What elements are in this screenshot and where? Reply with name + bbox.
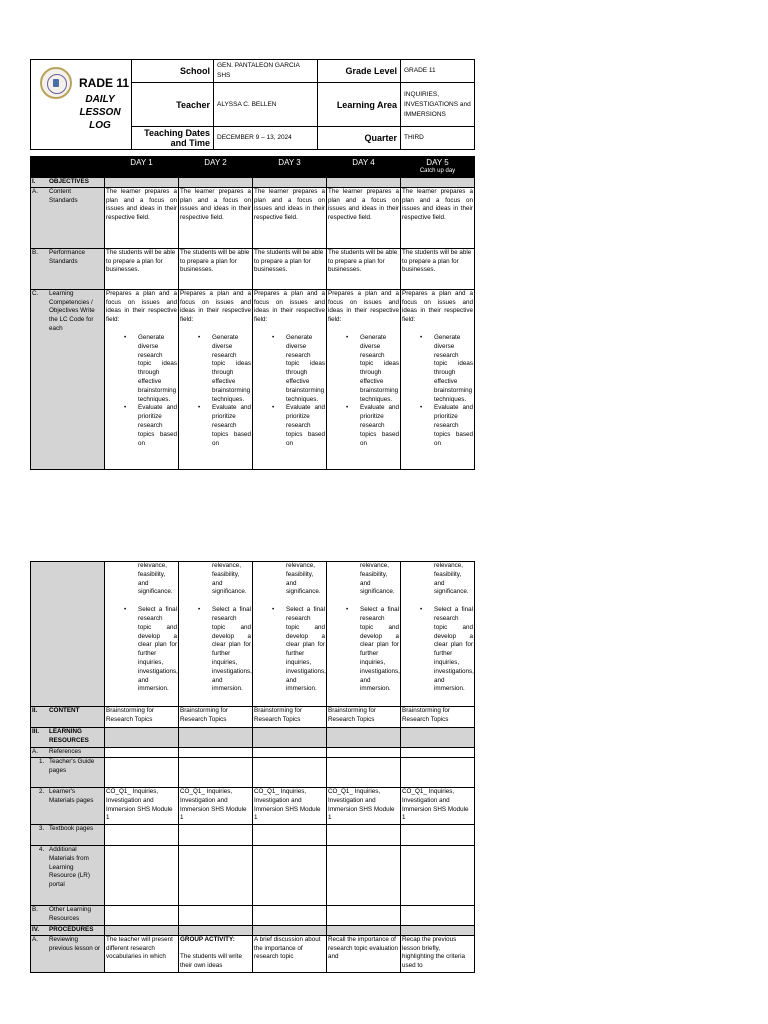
logo-cell (31, 60, 132, 150)
competency-bullet-1: • Generate diverse research topic ideas through effective brainstorming techniques. (346, 333, 399, 403)
learners-materials-label: 2. Learner's Materials pages (31, 788, 105, 825)
competency-bullet-2: • Evaluate and prioritize research topics based on (346, 404, 399, 447)
references-label: A. References (31, 748, 105, 758)
competencies-day1 (105, 289, 179, 469)
reviewing-day2 (179, 935, 253, 972)
competencies-intro: Prepares a plan and a focus on issues and ideas in their respective field: (254, 289, 325, 324)
teaching-dates-value: DECEMBER 9 – 13, 2024 (214, 127, 318, 150)
textbook-label: 3. Textbook pages (31, 825, 105, 846)
teachers-guide-label: 1. Teacher's Guide pages (31, 758, 105, 788)
day-header-4: DAY 4 (327, 157, 401, 178)
competencies-intro: Prepares a plan and a focus on issues and ideas in their respective field: (106, 289, 177, 324)
competencies-day3 (253, 289, 327, 469)
learners-materials-day5: CO_Q1_ Inquiries, Investigation and Immersion SHS Module 1 (401, 788, 475, 825)
competencies-intro: Prepares a plan and a focus on issues and ideas in their respective field: (328, 289, 399, 324)
other-resources-label: B. Other Learning Resources (31, 906, 105, 926)
learners-materials-day3: CO_Q1_ Inquiries, Investigation and Immersion SHS Module 1 (253, 788, 327, 825)
school-value: GEN. PANTALEON GARCIA SHS (214, 60, 318, 83)
grade-level-label: Grade Level (318, 60, 401, 83)
additional-materials-label: 4. Additional Materials from Learning Resource (LR) portal (31, 846, 105, 906)
competency-bullet-2: • Evaluate and prioritize research topics based on (198, 404, 251, 447)
content-standards-day1: The learner prepares a plan and a focus on issues and ideas in their respective field. (105, 187, 179, 248)
content-day3: Brainstorming for Research Topics (253, 707, 327, 728)
procedures-label: IV. PROCEDURES (31, 926, 105, 936)
competency-bullet-2-cont: relevance, feasibility, and significance. (434, 562, 469, 596)
content-day2: Brainstorming for Research Topics (179, 707, 253, 728)
competency-bullet-1: • Generate diverse research topic ideas through effective brainstorming techniques. (420, 333, 473, 403)
quarter-value: THIRD (401, 127, 475, 150)
grade-level-value: GRADE 11 (401, 60, 475, 83)
performance-standards-day4: The students will be able to prepare a plan for businesses. (327, 248, 401, 289)
performance-standards-day3: The students will be able to prepare a plan for businesses. (253, 248, 327, 289)
teaching-dates-label: Teaching Dates and Time (132, 127, 214, 150)
competency-bullet-1: • Generate diverse research topic ideas through effective brainstorming techniques. (272, 333, 325, 403)
grade-title: RADE 11 (79, 76, 130, 90)
learning-resources-label: III. LEARNING RESOURCES (31, 728, 105, 748)
day-header-blank (31, 157, 105, 178)
school-label: School (132, 60, 214, 83)
competencies-day2 (179, 289, 253, 469)
competencies-intro: Prepares a plan and a focus on issues and ideas in their respective field: (402, 289, 473, 324)
competency-bullet-2-cont: relevance, feasibility, and significance. (138, 562, 173, 596)
competency-bullet-3: • Select a final research topic and develop a clear plan for further inquiries, investigations, and immersion. (346, 606, 400, 693)
competency-bullet-2-cont: relevance, feasibility, and significance. (286, 562, 321, 596)
content-day1: Brainstorming for Research Topics (105, 707, 179, 728)
content-standards-day4: The learner prepares a plan and a focus on issues and ideas in their respective field. (327, 187, 401, 248)
competencies-day4 (327, 289, 401, 469)
day-header-2: DAY 2 (179, 157, 253, 178)
content-day4: Brainstorming for Research Topics (327, 707, 401, 728)
day-header-3: DAY 3 (253, 157, 327, 178)
content-standards-day5: The learner prepares a plan and a focus on issues and ideas in their respective field. (401, 187, 475, 248)
competencies-intro: Prepares a plan and a focus on issues and ideas in their respective field: (180, 289, 251, 324)
header-table (30, 59, 475, 150)
competencies-continued-day2 (179, 562, 253, 707)
reviewing-day3: A brief discussion about the importance of research topic (253, 935, 327, 972)
competency-bullet-2-cont: relevance, feasibility, and significance. (212, 562, 247, 596)
reviewing-day1: The teacher will present different research vocabularies in which (105, 935, 179, 972)
competency-bullet-3: • Select a final research topic and develop a clear plan for further inquiries, investigations, and immersion. (124, 606, 178, 693)
learners-materials-day4: CO_Q1_ Inquiries, Investigation and Immersion SHS Module 1 (327, 788, 401, 825)
deped-seal-icon (40, 67, 72, 99)
learners-materials-day2: CO_Q1_ Inquiries, Investigation and Immersion SHS Module 1 (179, 788, 253, 825)
competency-bullet-2: • Evaluate and prioritize research topics based on (420, 404, 473, 447)
performance-standards-label: B. Performance Standards (31, 248, 105, 289)
catch-up-note: Catch up day (419, 168, 456, 174)
content-label: II. CONTENT (31, 707, 105, 728)
content-standards-day3: The learner prepares a plan and a focus on issues and ideas in their respective field. (253, 187, 327, 248)
daily-lesson-log-title: DAILY LESSON LOG (79, 94, 121, 131)
competency-bullet-3: • Select a final research topic and develop a clear plan for further inquiries, investigations, and immersion. (198, 606, 252, 693)
reviewing-day4: Recall the importance of research topic evaluation and (327, 935, 401, 972)
competencies-label: C. Learning Competencies / Objectives Write the LC Code for each (31, 289, 105, 469)
learning-area-label: Learning Area (318, 83, 401, 127)
competencies-continued-day3 (253, 562, 327, 707)
competency-bullet-2: • Evaluate and prioritize research topics based on (272, 404, 325, 447)
competency-bullet-1: • Generate diverse research topic ideas through effective brainstorming techniques. (124, 333, 177, 403)
content-standards-label: A. Content Standards (31, 187, 105, 248)
competency-bullet-2: • Evaluate and prioritize research topics based on (124, 404, 177, 447)
performance-standards-day1: The students will be able to prepare a plan for businesses. (105, 248, 179, 289)
competency-bullet-2-cont: relevance, feasibility, and significance. (360, 562, 395, 596)
reviewing-day2-text: The students will write their own ideas (180, 953, 242, 970)
competency-bullet-3: • Select a final research topic and develop a clear plan for further inquiries, investigations, and immersion. (272, 606, 326, 693)
lesson-table-page2 (30, 561, 475, 973)
performance-standards-day2: The students will be able to prepare a plan for businesses. (179, 248, 253, 289)
reviewing-day5: Recap the previous lesson briefly, highlighting the criteria used to (401, 935, 475, 972)
competencies-continued-label (31, 562, 105, 707)
competencies-continued-day4 (327, 562, 401, 707)
lesson-table-page1 (30, 156, 475, 470)
learners-materials-day1: CO_Q1_ Inquiries, Investigation and Immersion SHS Module 1 (105, 788, 179, 825)
competency-bullet-1: • Generate diverse research topic ideas through effective brainstorming techniques. (198, 333, 251, 403)
content-day5: Brainstorming for Research Topics (401, 707, 475, 728)
quarter-label: Quarter (318, 127, 401, 150)
performance-standards-day5: The students will be able to prepare a plan for businesses. (401, 248, 475, 289)
group-activity-title: GROUP ACTIVITY: (180, 935, 235, 943)
day-header-5: DAY 5 Catch up day (401, 157, 475, 178)
teacher-value: ALYSSA C. BELLEN (214, 83, 318, 127)
teacher-label: Teacher (132, 83, 214, 127)
day-header-1: DAY 1 (105, 157, 179, 178)
competencies-continued-day1 (105, 562, 179, 707)
competencies-continued-day5 (401, 562, 475, 707)
objectives-label: I. OBJECTIVES (31, 178, 105, 188)
reviewing-label: A. Reviewing previous lesson or (31, 935, 105, 972)
competency-bullet-3: • Select a final research topic and develop a clear plan for further inquiries, investigations, and immersion. (420, 606, 474, 693)
competencies-day5 (401, 289, 475, 469)
content-standards-day2: The learner prepares a plan and a focus on issues and ideas in their respective field. (179, 187, 253, 248)
learning-area-value: INQUIRIES, INVESTIGATIONS and IMMERSIONS (401, 83, 475, 127)
